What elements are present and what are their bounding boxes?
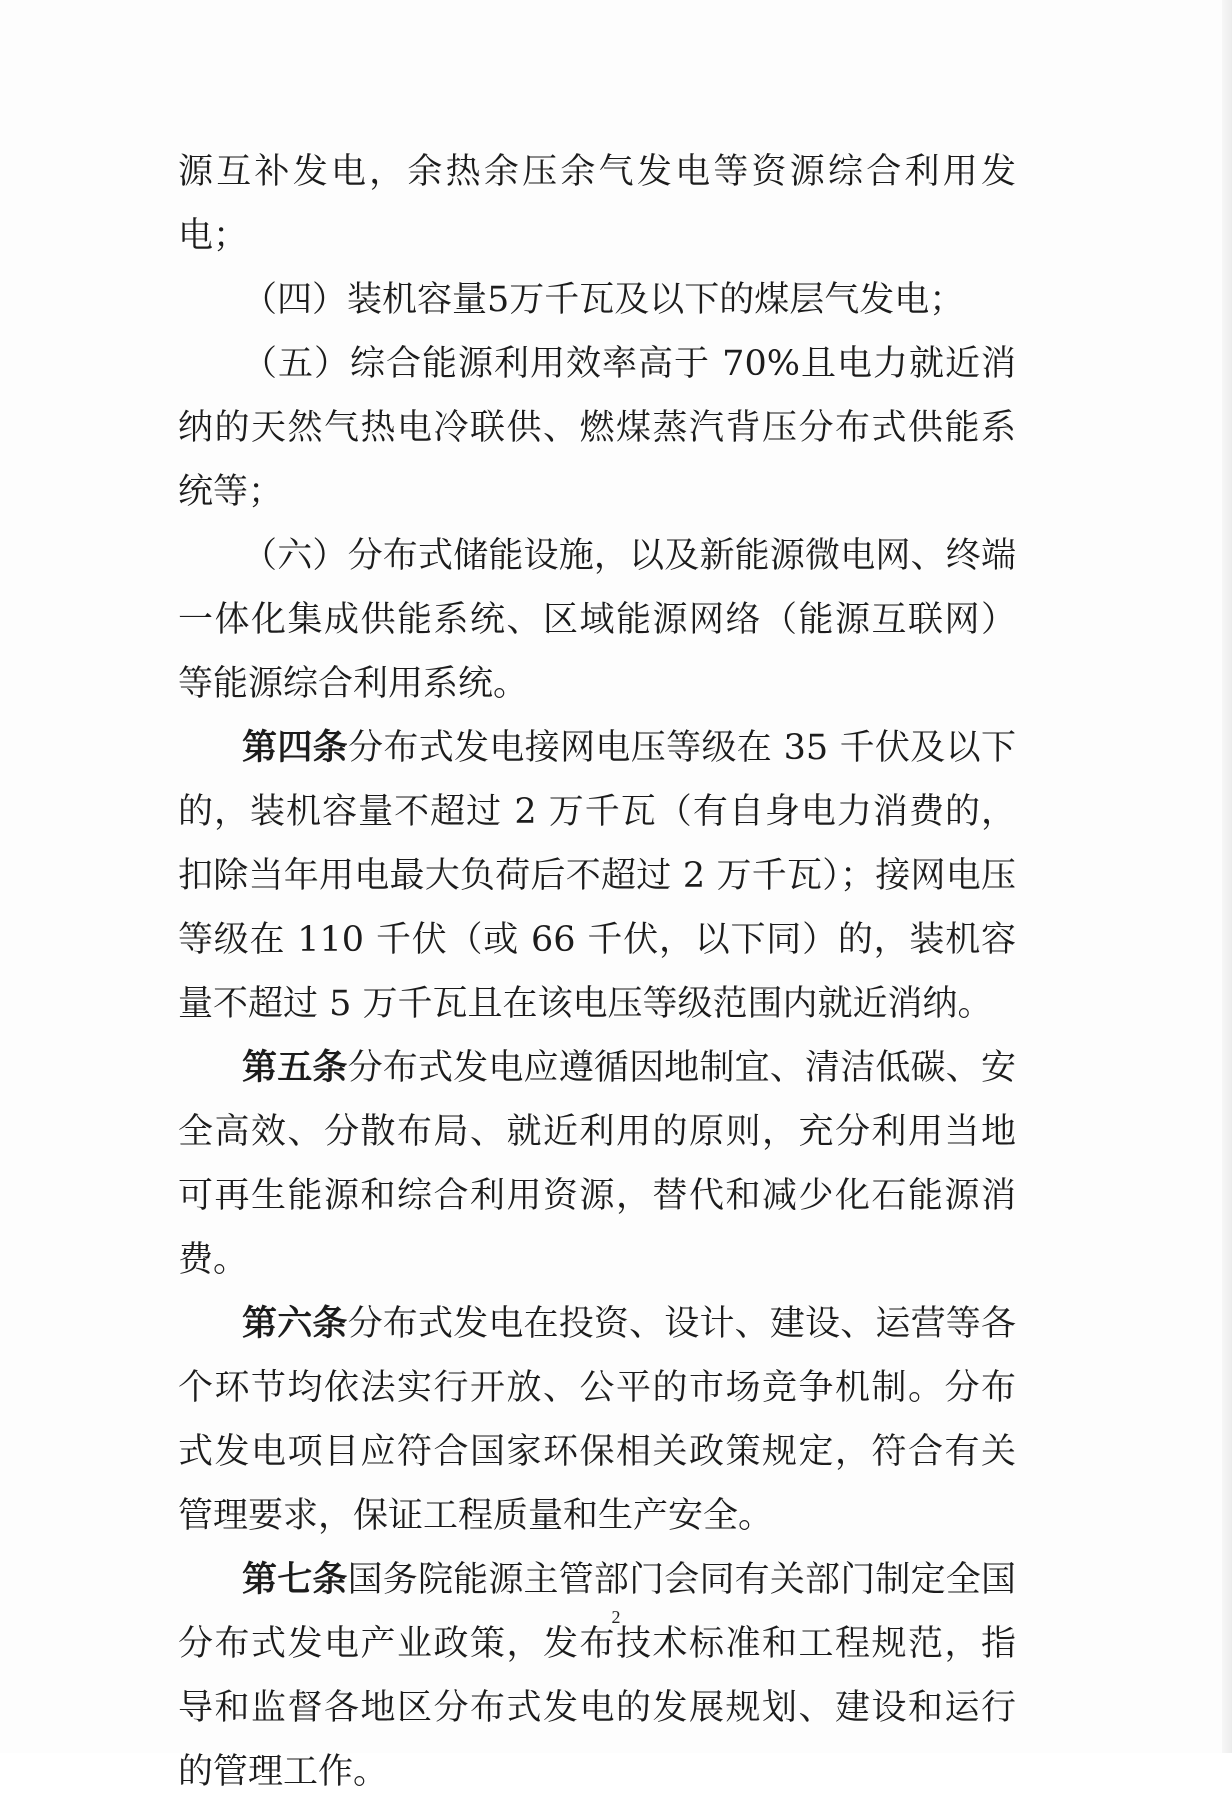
paragraph-text: 分布式发电应遵循因地制宜、清洁低碳、安全高效、分散布局、就近利用的原则，充分利用当地可再生能源和综合利用资源，替代和减少化石能源消费。: [178, 1048, 1016, 1280]
article-number: 第五条: [242, 1047, 348, 1088]
body-text: [178, 140, 1016, 1804]
page-number: 2: [611, 1607, 621, 1627]
paragraph-text: （五）综合能源利用效率高于 70%且电力就近消纳的天然气热电冷联供、燃煤蒸汽背压分布式供能系统等；: [178, 344, 1016, 512]
article-number: 第六条: [242, 1303, 348, 1344]
article-6: [178, 1292, 1016, 1548]
article-7: [178, 1548, 1016, 1804]
paragraph-text: （六）分布式储能设施，以及新能源微电网、终端一体化集成供能系统、区域能源网络（能源互联网）等能源综合利用系统。: [178, 536, 1016, 704]
paragraph-2: [178, 268, 1016, 332]
paragraph-text: 分布式发电接网电压等级在 35 千伏及以下的，装机容量不超过 2 万千瓦（有自身电力消费的，扣除当年用电最大负荷后不超过 2 万千瓦）；接网电压等级在 110 千伏（或 66 千伏，以下同）的，装机容量不超过 5 万千瓦且在该电压等级范围内就近消纳。: [178, 728, 1016, 1024]
paragraph-1: [178, 140, 1016, 268]
paragraph-4: [178, 524, 1016, 716]
article-4: [178, 716, 1016, 1036]
article-5: [178, 1036, 1016, 1292]
article-number: 第四条: [242, 727, 349, 768]
scan-edge: [1222, 0, 1232, 1753]
paragraph-text: （四）装机容量5万千瓦及以下的煤层气发电；: [242, 280, 965, 320]
paragraph-3: [178, 332, 1016, 524]
article-number: 第七条: [242, 1559, 348, 1600]
paragraph-text: 分布式发电在投资、设计、建设、运营等各个环节均依法实行开放、公平的市场竞争机制。分布式发电项目应符合国家环保相关政策规定，符合有关管理要求，保证工程质量和生产安全。: [178, 1304, 1016, 1536]
paragraph-text: 国务院能源主管部门会同有关部门制定全国分布式发电产业政策，发布技术标准和工程规范，指导和监督各地区分布式发电的发展规划、建设和运行的管理工作。: [178, 1560, 1016, 1792]
paragraph-text: 源互补发电，余热余压余气发电等资源综合利用发电；: [178, 152, 1016, 256]
